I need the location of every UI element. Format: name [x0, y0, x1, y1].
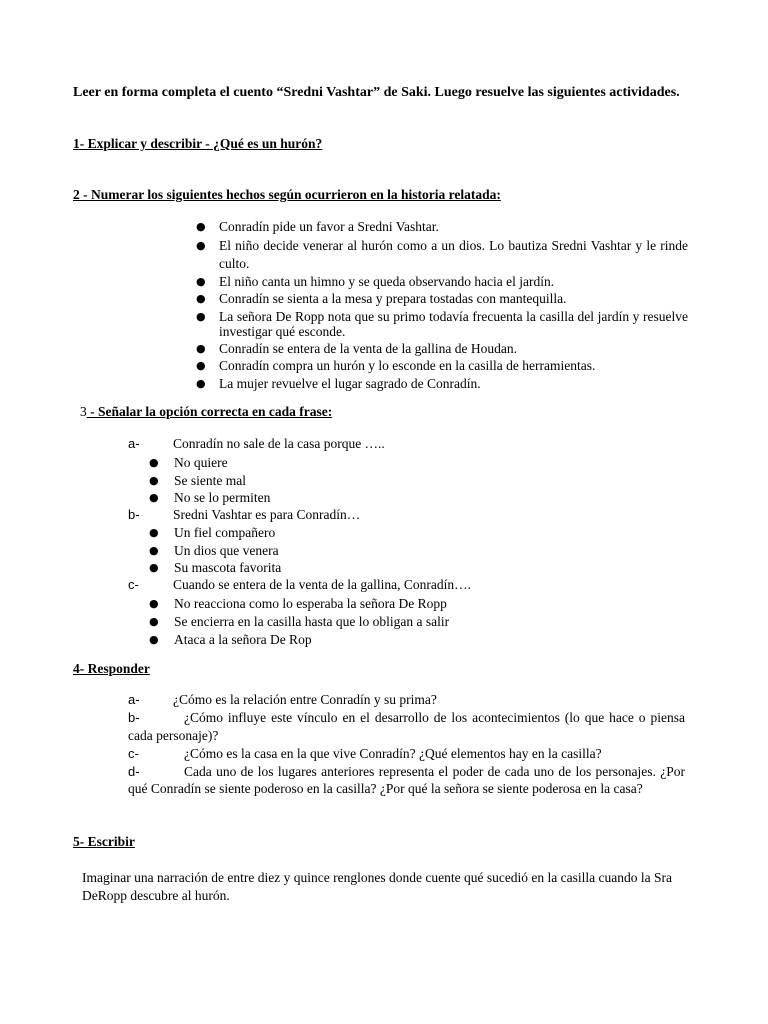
bullet-icon: ● [149, 633, 159, 646]
item-letter: c- [128, 746, 139, 761]
bullet-icon: ● [149, 526, 159, 539]
response-item: a- ¿Cómo es la relación entre Conradín y su prima? [128, 692, 437, 707]
events-list [196, 219, 688, 393]
bullet-icon: ● [196, 238, 206, 252]
bullet-icon: ● [196, 274, 206, 288]
bullet-icon: ● [149, 561, 159, 574]
response-item: c- ¿Cómo es la casa en la que vive Conradín? ¿Qué elementos hay en la casilla? [128, 746, 602, 761]
section-2-title: 2 - Numerar los siguientes hechos según ocurrieron en la historia relatada: [73, 187, 501, 202]
list-item: ● Conradín se sienta a la mesa y prepara tostadas con mantequilla. [196, 291, 567, 306]
bullet-icon: ● [196, 220, 206, 233]
question-letter: a- [128, 436, 140, 451]
response-item: d- Cada uno de los lugares anteriores representa el poder de cada uno de los personajes. ¿Por qué Conradín se siente poderoso en la casilla? ¿Por qué la señora se siente poderosa en la casa? [128, 764, 685, 796]
response-item: b- ¿Cómo influye este vínculo en el desarrollo de los acontecimientos (lo que hace o piensa cada personaje)? [128, 710, 685, 743]
section-5-title: 5- Escribir [73, 834, 135, 849]
question-letter: b- [128, 507, 140, 522]
list-item: ● Conradín compra un hurón y lo esconde en la casilla de herramientas. [196, 358, 596, 373]
bullet-icon: ● [149, 597, 159, 610]
bullet-icon: ● [149, 544, 159, 557]
list-item: ● El niño decide venerar al hurón como a un dios. Lo bautiza Sredni Vashtar y le rinde culto. [196, 237, 688, 271]
list-item: ● El niño canta un himno y se queda observando hacia el jardín. [196, 273, 555, 289]
section-1-title: 1- Explicar y describir - ¿Qué es un hurón? [73, 136, 323, 151]
question-text: Sredni Vashtar es para Conradín… [173, 507, 361, 522]
bullet-icon: ● [196, 359, 206, 372]
list-item: ● Conradín se entera de la venta de la gallina de Houdan. [196, 340, 518, 356]
item-letter: a- [128, 692, 140, 707]
section-3-title: 3 - Señalar la opción correcta en cada frase: [80, 404, 333, 419]
bullet-icon: ● [196, 376, 206, 390]
bullet-icon: ● [196, 309, 206, 323]
list-item: ● La mujer revuelve el lugar sagrado de Conradín. [196, 375, 481, 391]
question-text: Conradín no sale de la casa porque ….. [173, 436, 385, 451]
item-letter: b- [128, 710, 140, 725]
item-letter: d- [128, 764, 140, 779]
list-item: ● Conradín pide un favor a Sredni Vashtar. [196, 219, 439, 234]
bullet-icon: ● [149, 456, 159, 469]
list-item: ● La señora De Ropp nota que su primo todavía frecuenta la casilla del jardín y resuelve investigar qué esconde. [196, 308, 688, 339]
section-4-title: 4- Responder [73, 661, 150, 676]
writing-prompt: Imaginar una narración de entre diez y quince renglones donde cuente qué sucedió en la casilla cuando la Sra DeRopp descubre al hurón. [82, 870, 672, 903]
bullet-icon: ● [149, 615, 159, 628]
bullet-icon: ● [149, 491, 159, 504]
question-letter: c- [128, 577, 139, 592]
bullet-icon: ● [196, 292, 206, 305]
intro-instructions: Leer en forma completa el cuento “Sredni Vashtar” de Saki. Luego resuelve las siguientes actividades. [73, 85, 680, 100]
bullet-icon: ● [149, 474, 159, 487]
question-text: Cuando se entera de la venta de la gallina, Conradín…. [173, 577, 472, 592]
bullet-icon: ● [196, 341, 206, 355]
